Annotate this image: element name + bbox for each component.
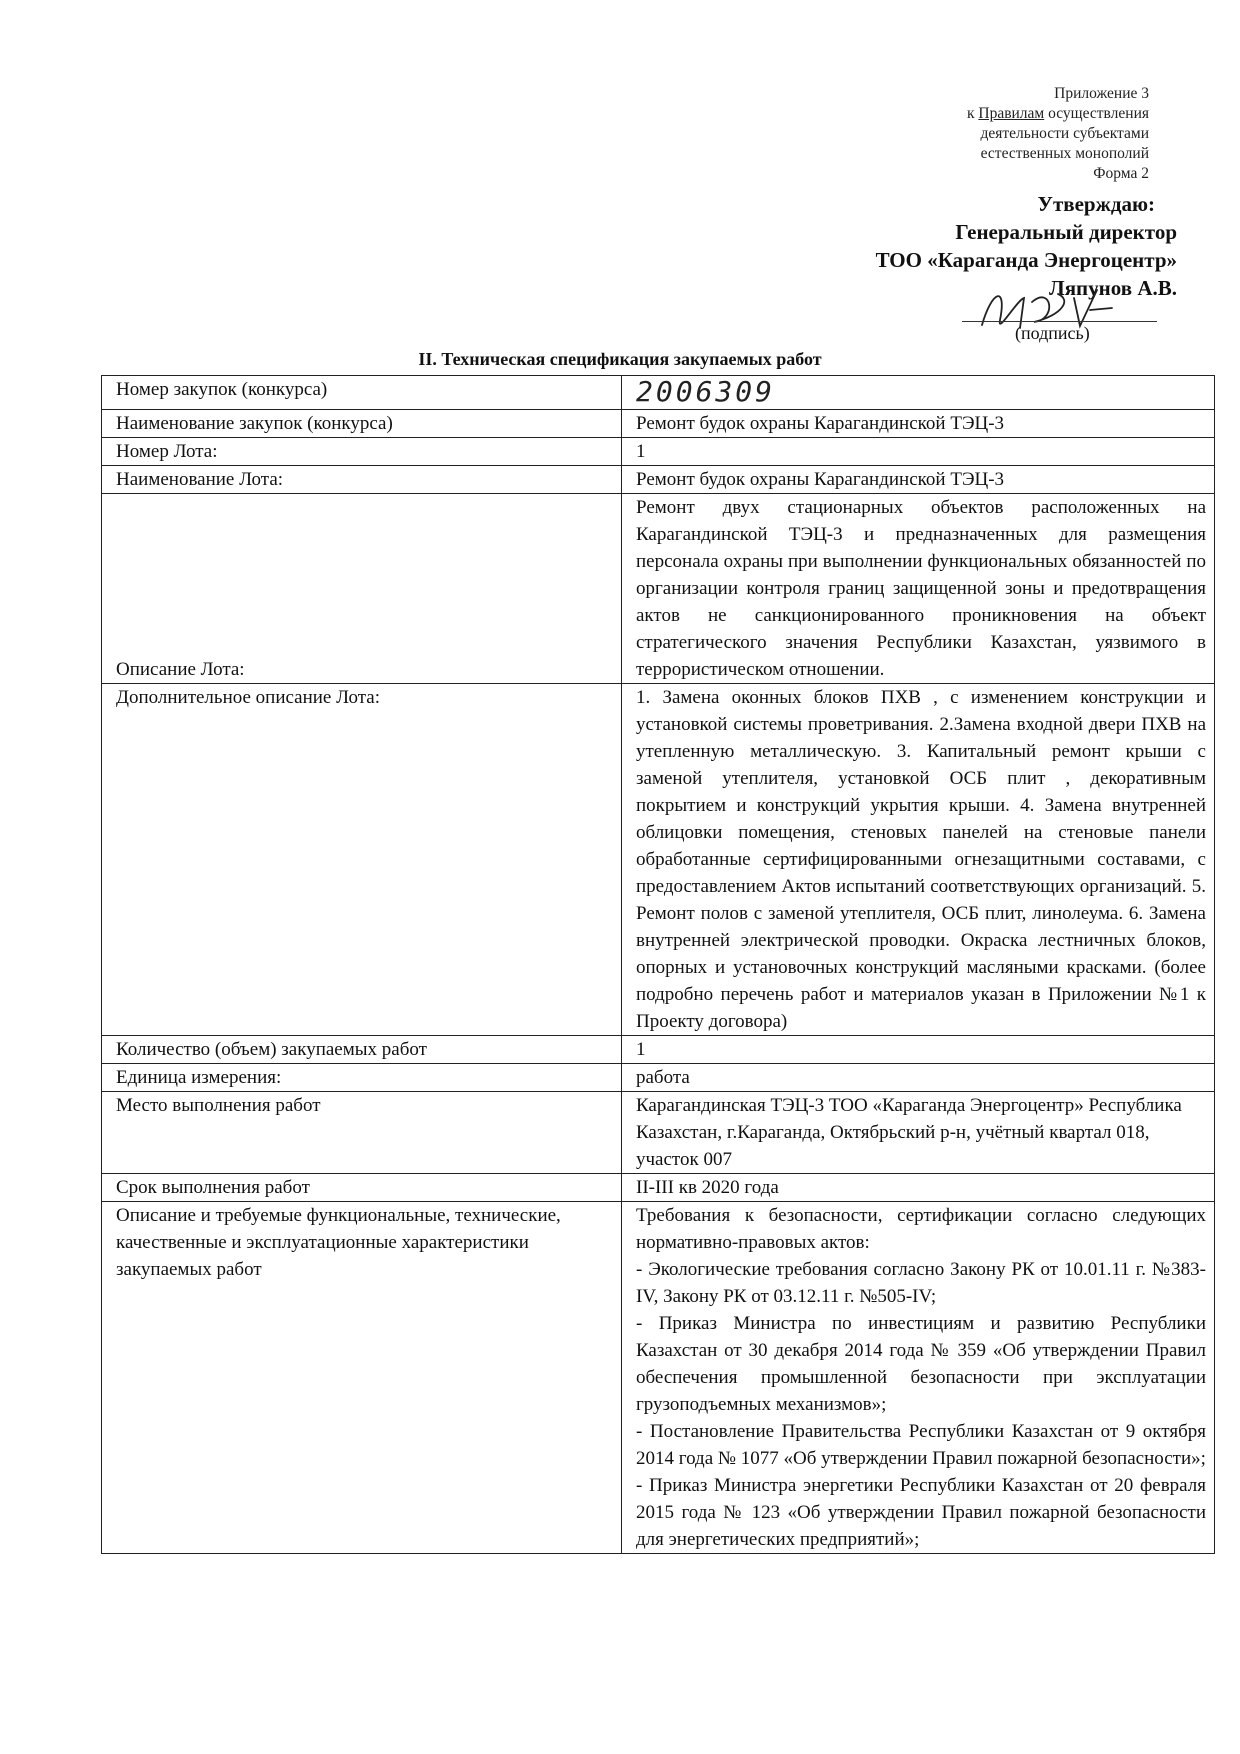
row-label: Номер Лота: bbox=[102, 438, 622, 466]
row-value bbox=[622, 376, 1215, 410]
rules-prefix: к bbox=[966, 105, 979, 122]
table-row bbox=[102, 1036, 1215, 1064]
row-label: Наименование закупок (конкурса) bbox=[102, 410, 622, 438]
table-row bbox=[102, 494, 1215, 684]
table-row bbox=[102, 438, 1215, 466]
row-value: Ремонт двух стационарных объектов расположенных на Карагандинской ТЭЦ-3 и предназначенных для размещения персонала охраны при выполнении функциональных обязанностей по организации контроля границ защищенной зоны и предотвращения актов не санкционированного проникновения на объект стратегического значения Республики Казахстан, уязвимого в террористическом отношении. bbox=[622, 494, 1215, 684]
row-value: Ремонт будок охраны Карагандинской ТЭЦ-3 bbox=[622, 410, 1215, 438]
row-label: Единица измерения: bbox=[102, 1064, 622, 1092]
row-value: 1 bbox=[622, 1036, 1215, 1064]
row-label: Место выполнения работ bbox=[102, 1092, 622, 1174]
approver-name: Ляпунов А.В. bbox=[1049, 276, 1177, 300]
specification-table bbox=[101, 375, 1215, 1554]
approver-position: Генеральный директор bbox=[955, 220, 1177, 244]
approver-company: ТОО «Караганда Энергоцентр» bbox=[875, 248, 1177, 272]
row-label: Номер закупок (конкурса) bbox=[102, 376, 622, 410]
row-label: Дополнительное описание Лота: bbox=[102, 684, 622, 1036]
row-label: Наименование Лота: bbox=[102, 466, 622, 494]
table-row bbox=[102, 466, 1215, 494]
row-label: Срок выполнения работ bbox=[102, 1174, 622, 1202]
rules-link[interactable]: Правилам bbox=[978, 105, 1045, 122]
appendix-header bbox=[689, 84, 1149, 184]
table-row bbox=[102, 1064, 1215, 1092]
row-value: II-III кв 2020 года bbox=[622, 1174, 1215, 1202]
row-value: Ремонт будок охраны Карагандинской ТЭЦ-3 bbox=[622, 466, 1215, 494]
requirement-item: - Приказ Министра энергетики Республики Казахстан от 20 февраля 2015 года № 123 «Об утверждении Правил пожарной безопасности для энергетических предприятий»; bbox=[636, 1475, 1206, 1550]
row-value: 1 bbox=[622, 438, 1215, 466]
table-row bbox=[102, 1174, 1215, 1202]
requirement-item: - Постановление Правительства Республики Казахстан от 9 октября 2014 года № 1077 «Об утверждении Правил пожарной безопасности»; bbox=[636, 1421, 1206, 1469]
appendix-rules-line bbox=[689, 104, 1149, 124]
rules-suffix: осуществления bbox=[1044, 105, 1149, 122]
appendix-line-3: деятельности субъектами bbox=[980, 125, 1149, 142]
appendix-number: Приложение 3 bbox=[1054, 85, 1149, 102]
handwritten-procurement-number: 2006309 bbox=[636, 375, 776, 408]
table-row bbox=[102, 1092, 1215, 1174]
row-label: Количество (объем) закупаемых работ bbox=[102, 1036, 622, 1064]
form-number: Форма 2 bbox=[1093, 165, 1149, 182]
table-row bbox=[102, 410, 1215, 438]
signature-line bbox=[962, 321, 1157, 322]
appendix-line-4: естественных монополий bbox=[980, 145, 1149, 162]
document-title: II. Техническая спецификация закупаемых работ bbox=[418, 349, 822, 369]
table-row bbox=[102, 684, 1215, 1036]
row-value: 1. Замена оконных блоков ПХВ , с изменением конструкции и установкой системы проветривания. 2.Замена входной двери ПХВ на утепленную металлическую. 3. Капитальный ремонт крыши с заменой утеплителя, установкой ОСБ плит , декоративным покрытием и конструкций укрытия крыши. 4. Замена внутренней облицовки помещения, стеновых панелей на стеновые панели обработанные сертифицированными огнезащитными составами, с предоставлением Актов испытаний соответствующих организаций. 5. Ремонт полов с заменой утеплителя, ОСБ плит, линолеума. 6. Замена внутренней электрической проводки. Окраска лестничных блоков, опорных и установочных конструкций масляными красками. (более подробно перечень работ и материалов указан в Приложении №1 к Проекту договора) bbox=[622, 684, 1215, 1036]
requirements-intro: Требования к безопасности, сертификации согласно следующих нормативно-правовых актов: bbox=[636, 1205, 1206, 1253]
row-value bbox=[622, 1202, 1215, 1554]
signature-caption: (подпись) bbox=[1015, 323, 1090, 343]
row-label: Описание Лота: bbox=[102, 494, 622, 684]
requirement-item: - Экологические требования согласно Закону РК от 10.01.11 г. №383-IV, Закону РК от 03.12.11 г. №505-IV; bbox=[636, 1259, 1206, 1307]
table-row bbox=[102, 376, 1215, 410]
requirement-item: - Приказ Министра по инвестициям и развитию Республики Казахстан от 30 декабря 2014 года № 359 «Об утверждении Правил обеспечения промышленной безопасности при эксплуатации грузоподъемных механизмов»; bbox=[636, 1313, 1206, 1415]
table-row bbox=[102, 1202, 1215, 1554]
row-label: Описание и требуемые функциональные, технические, качественные и эксплуатационные характеристики закупаемых работ bbox=[102, 1202, 622, 1554]
approve-heading: Утверждаю: bbox=[1037, 192, 1155, 216]
row-value: работа bbox=[622, 1064, 1215, 1092]
row-value: Карагандинская ТЭЦ-3 ТОО «Караганда Энергоцентр» Республика Казахстан, г.Караганда, Октябрьский р-н, учётный квартал 018, участок 007 bbox=[622, 1092, 1215, 1174]
